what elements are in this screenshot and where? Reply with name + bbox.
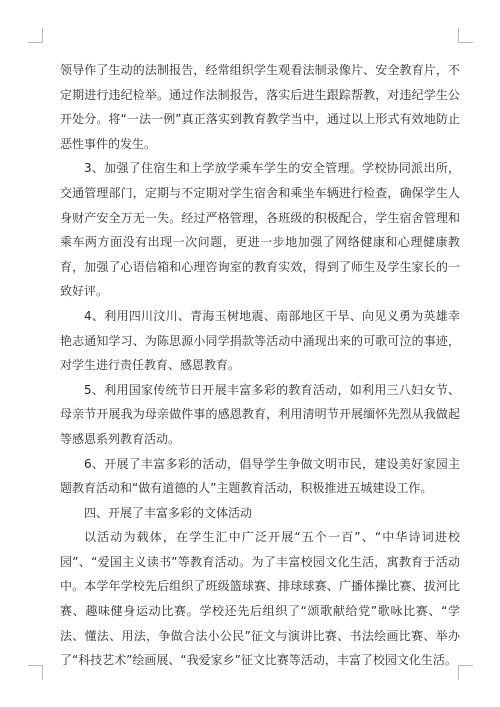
page-corner-mark-top-left [28, 28, 43, 43]
paragraph-item-3: 3、加强了住宿生和上学放学乘车学生的安全管理。学校协同派出所，交通管理部门，定期与不定期对学生宿舍和乘坐车辆进行检查，确保学生人身财产安全万无一失。经过严格管理，各班级的积极配合，学生宿舍管理和乘车两方面没有出现一次问题，更进一步地加强了网络健康和心理健康教育，加强了心语信箱和心理咨询室的教育实效，得到了师生及学生家长的一致好评。 [60, 161, 460, 299]
section-heading-4: 四、开展了丰富多彩的文体活动 [84, 505, 253, 520]
paragraph-item-6: 6、开展了丰富多彩的活动，倡导学生争做文明市民，建设美好家园主题教育活动和“做有道德的人”主题教育活动，积极推进五城建设工作。 [60, 456, 460, 496]
document-body [60, 58, 460, 673]
paragraph-item-5: 5、利用国家传统节日开展丰富多彩的教育活动，如利用三八妇女节、母亲节开展我为母亲做件事的感恩教育，利用清明节开展缅怀先烈从我做起等感恩系列教育活动。 [60, 382, 460, 446]
page-corner-mark-bottom-left [28, 665, 43, 680]
page-corner-mark-bottom-right [458, 665, 473, 680]
paragraph-continued-intro: 领导作了生动的法制报告，经常组织学生观看法制录像片、安全教育片，不定期进行违纪检举。通过作法制报告，落实后进生跟踪帮教，对违纪学生公开处分。将“一法一例”真正落实到教育教学当中，通过以上形式有效地防止恶性事件的发生。 [60, 63, 460, 151]
page-corner-mark-top-right [458, 28, 473, 43]
paragraph-cultural-activities: 以活动为载体，在学生汇中广泛开展“五个一百”、“中华诗词进校园”、“爱国主义读书”等教育活动。为了丰富校园文化生活，寓教育于活动中。本学年学校先后组织了班级篮球赛、排球球赛、广播体操比赛、拔河比赛、趣味健身运动比赛。学校还先后组织了“颂歌献给党”歌咏比赛、“学法、懂法、用法，争做合法小公民”征文与演讲比赛、书法绘画比赛、举办了“科技艺术”绘画展、“我爱家乡”征文比赛等活动，丰富了校园文化生活。 [60, 530, 460, 668]
paragraph-item-4: 4、利用四川汶川、青海玉树地震、南部地区干旱、向见义勇为英雄幸艳志通知学习、为陈思源小同学捐款等活动中涌现出来的可歌可泣的事迹，对学生进行责任教育、感恩教育。 [60, 308, 460, 373]
